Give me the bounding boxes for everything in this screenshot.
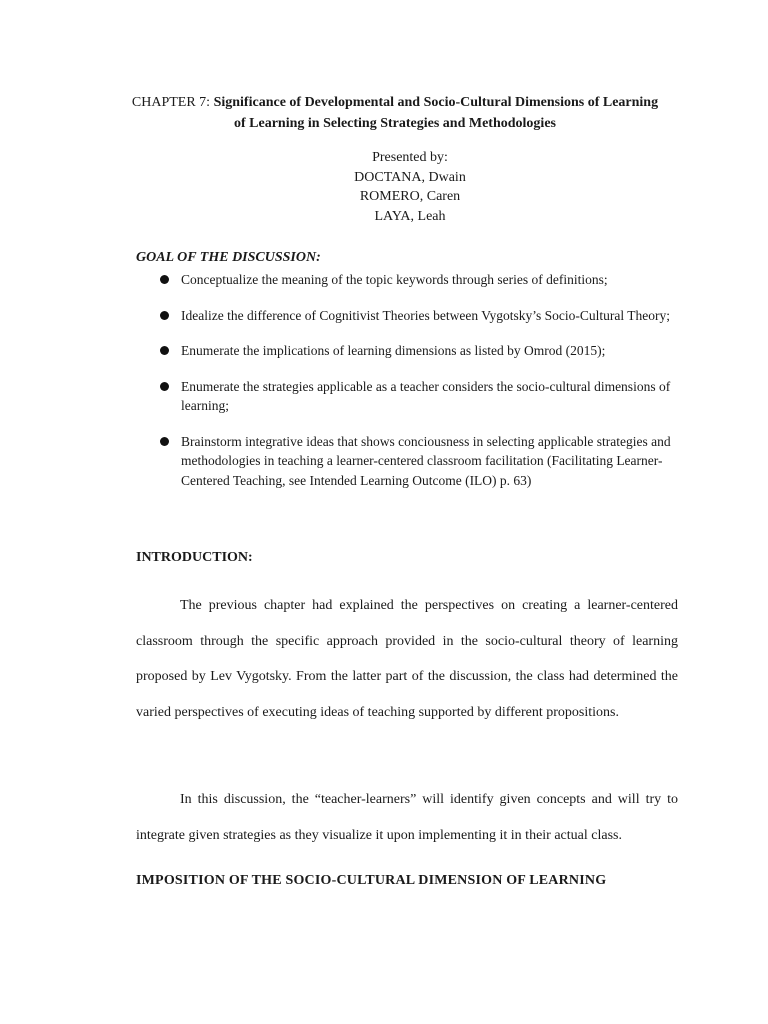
goal-item [136,306,676,326]
chapter-title [130,92,660,134]
presenters-block [300,148,520,226]
bullet-icon [160,275,169,284]
bullet-icon [160,346,169,355]
goal-text: Brainstorm integrative ideas that shows conciousness in selecting applicable strategies and methodologies in teaching a learner-centered classroom facilitation (Facilitating Learner-Centered Teaching, see Intended Learning Outcome (ILO) p. 63) [181,433,671,488]
goal-item [136,432,676,491]
bullet-icon [160,311,169,320]
presenter-name: DOCTANA, Dwain [354,169,466,185]
goal-item [136,270,676,290]
chapter-title-text: Significance of Developmental and Socio-Cultural Dimensions of Learning of Learning in Selecting Strategies and Methodologies [213,95,659,131]
goal-list [136,270,676,506]
presenter-name: LAYA, Leah [374,208,446,224]
goal-text: Idealize the difference of Cognitivist Theories between Vygotsky’s Socio-Cultural Theory; [181,307,671,323]
introduction-heading: INTRODUCTION: [136,550,253,565]
goal-text: Enumerate the strategies applicable as a teacher considers the socio-cultural dimensions of learning; [181,378,671,413]
presented-by-label: Presented by: [372,150,448,165]
chapter-number: CHAPTER 7: [131,95,214,110]
intro-paragraph: In this discussion, the “teacher-learners” will identify given concepts and will try to integrate given strategies as they visualize it upon implementing it in their actual class. [136,792,678,843]
goal-heading: GOAL OF THE DISCUSSION: [136,250,321,265]
bullet-icon [160,382,169,391]
goal-item [136,377,676,416]
intro-paragraph: The previous chapter had explained the perspectives on creating a learner-centered classroom through the specific approach provided in the socio-cultural theory of learning proposed by Lev Vygotsky. From the latter part of the discussion, the class had determined the varied perspectives of executing ideas of teaching supported by different propositions. [136,598,678,720]
section-heading: IMPOSITION OF THE SOCIO-CULTURAL DIMENSION OF LEARNING [136,873,607,888]
goal-text: Conceptualize the meaning of the topic keywords through series of definitions; [181,272,608,287]
goal-item [136,341,676,361]
presenter-name: ROMERO, Caren [359,189,461,204]
goal-text: Enumerate the implications of learning dimensions as listed by Omrod (2015); [181,343,606,358]
bullet-icon [160,437,169,446]
